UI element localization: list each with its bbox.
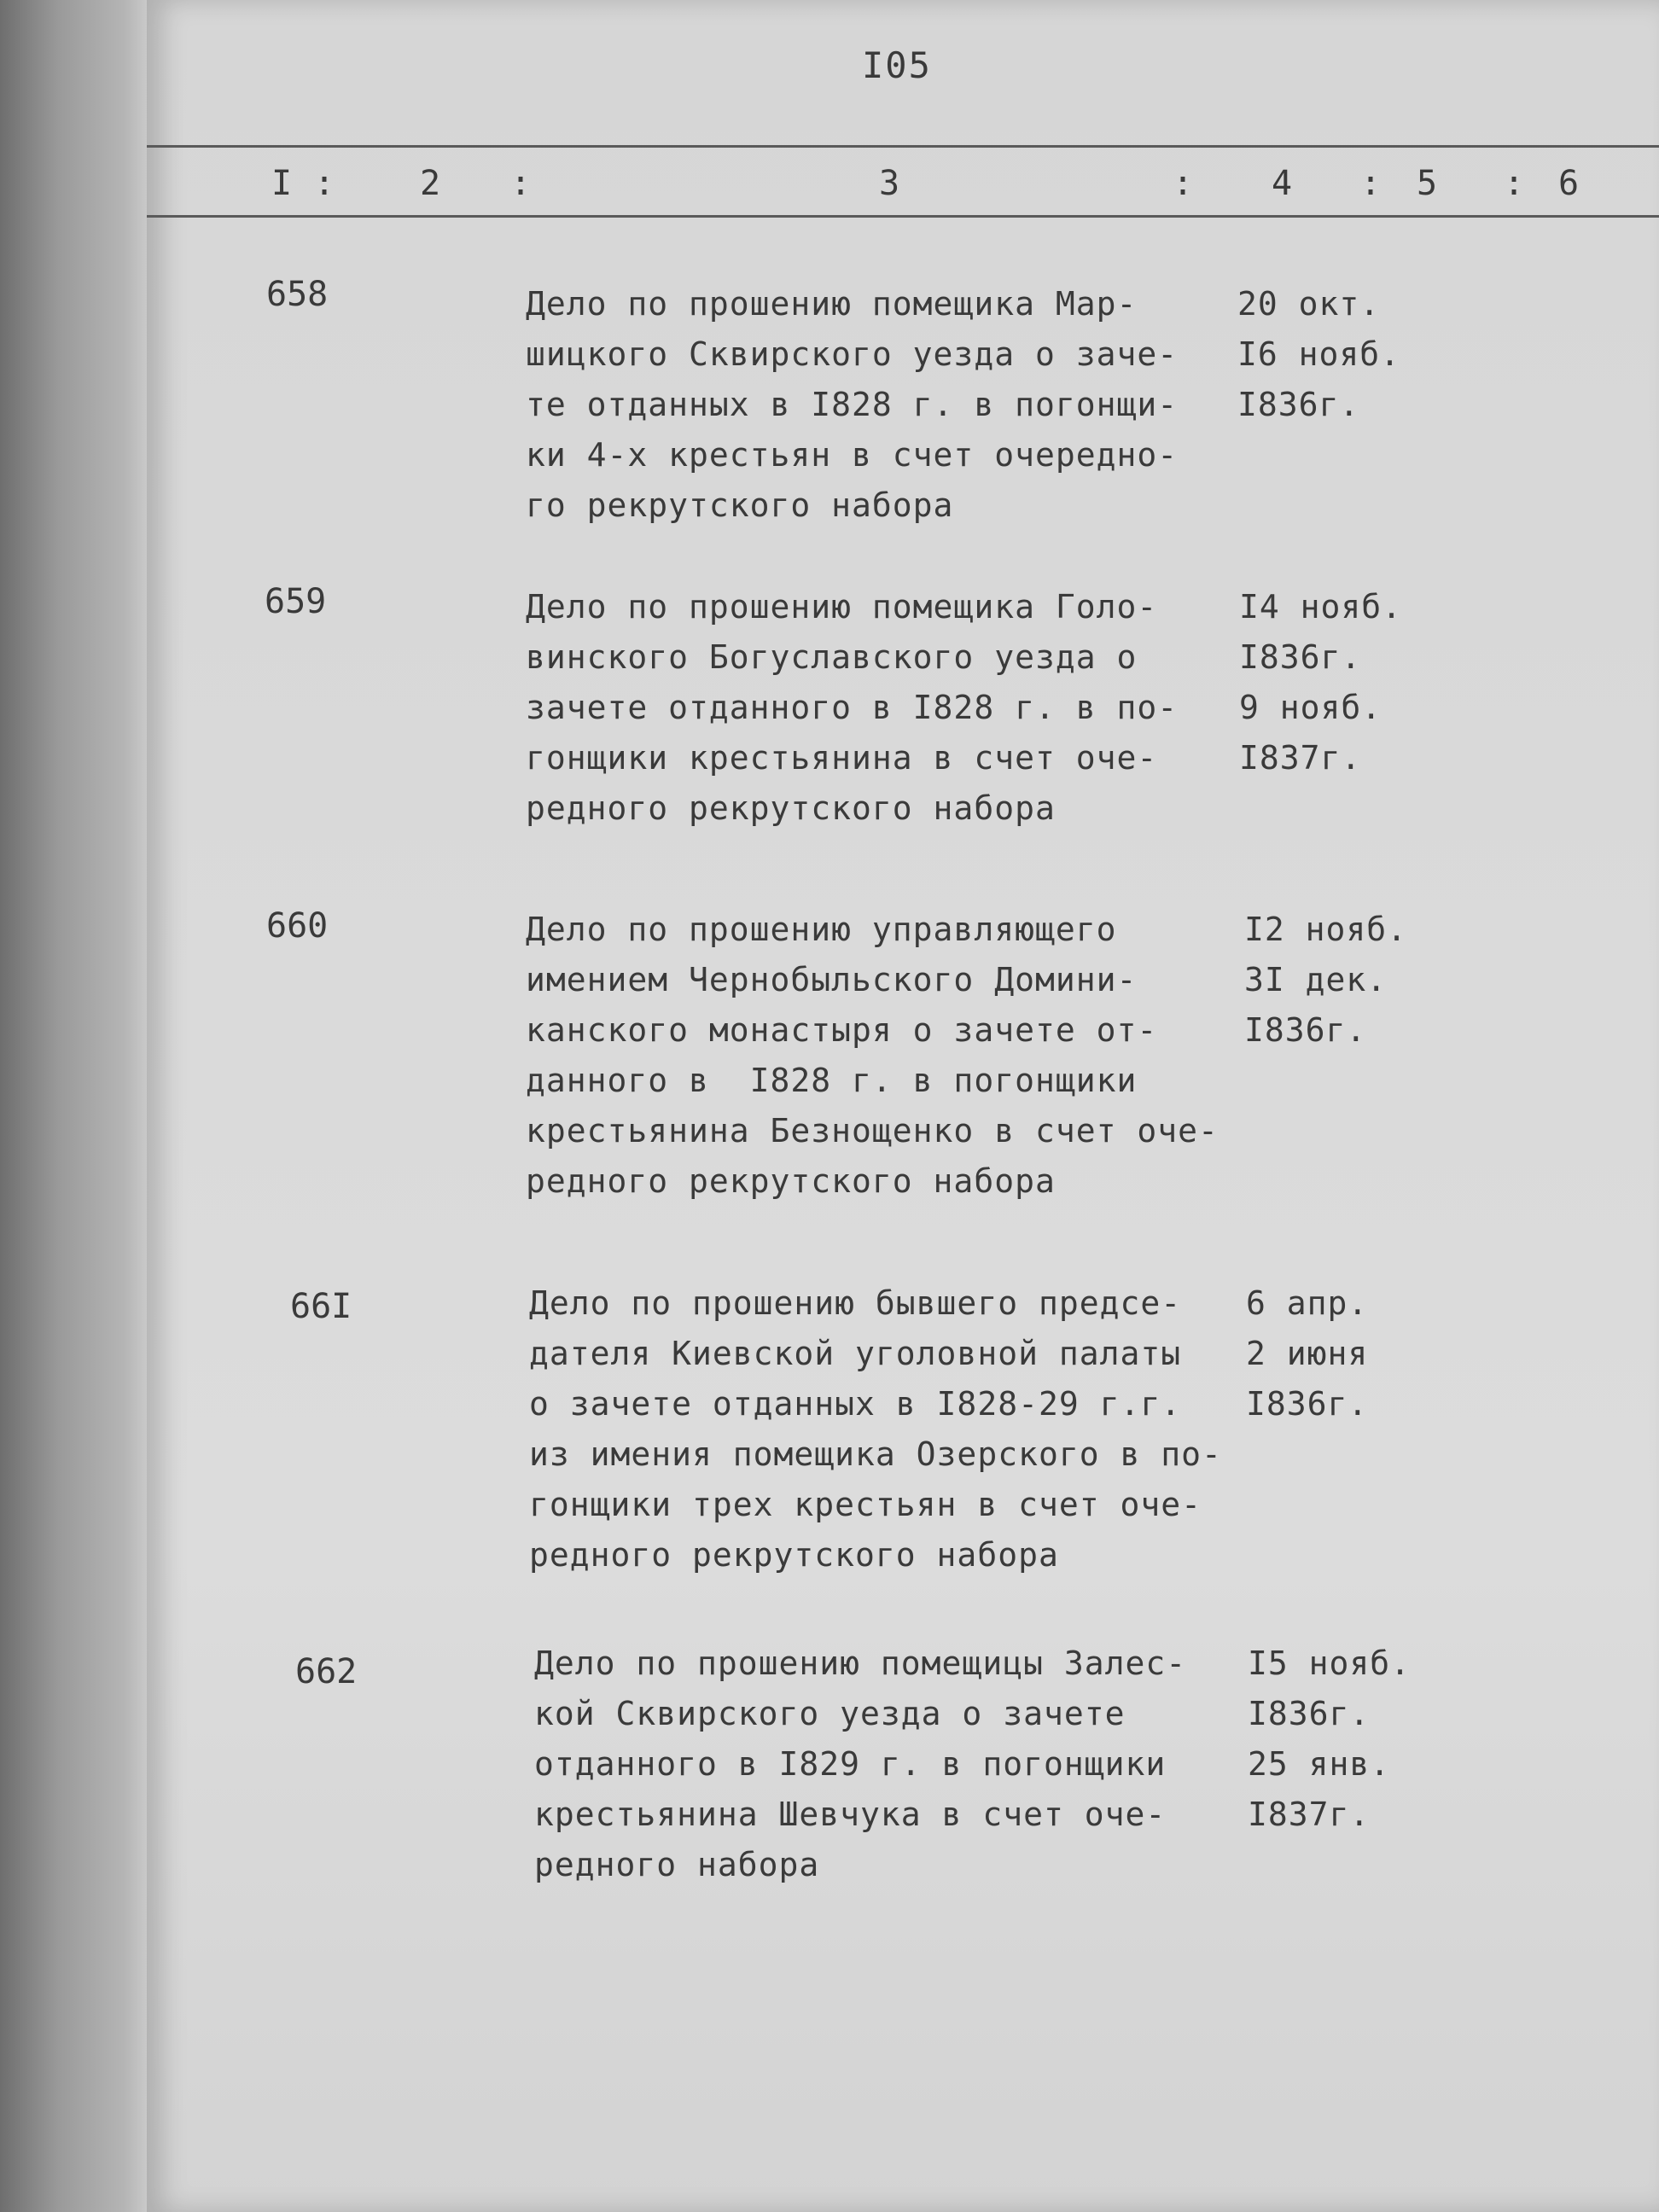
entry-number: 658: [266, 275, 329, 314]
page-number: I05: [862, 44, 932, 86]
entry-dates: I4 нояб. I836г. 9 нояб. I837г.: [1239, 588, 1403, 777]
entry-number: 660: [266, 906, 329, 946]
column-separator: :: [1360, 164, 1382, 203]
column-number-4: 4: [1272, 164, 1293, 203]
entry-description: Дело по прошению помещика Голо- винского Богуславского уезда о зачете отданного в I828 г. в по- гонщики крестьянина в счет оче- редного рекрутского набора: [526, 588, 1179, 827]
entry-number: 662: [295, 1652, 358, 1691]
entry-dates: I2 нояб. 3I дек. I836г.: [1244, 911, 1408, 1049]
header-rule-bottom: [147, 215, 1659, 218]
entry-description: Дело по прошению бывшего предсе- дателя Киевской уголовной палаты о зачете отданных в I828-29 г.г. из имения помещика Озерского в по- гонщики трех крестьян в счет оче- редного рекрутского набора: [529, 1284, 1222, 1574]
entry-description: Дело по прошению управляющего имением Чернобыльского Домини- канского монастыря о зачете от- данного в I828 г. в погонщики крестьянина Безнощенко в счет оче- редного рекрутского набора: [526, 911, 1219, 1200]
column-number-6: 6: [1558, 164, 1580, 203]
entry-dates: I5 нояб. I836г. 25 янв. I837г.: [1248, 1644, 1412, 1833]
entry-number: 66I: [290, 1287, 352, 1326]
column-separator: :: [510, 164, 532, 203]
entry-number: 659: [265, 582, 327, 621]
entry-dates: 6 апр. 2 июня I836г.: [1246, 1284, 1369, 1423]
entry-description: Дело по прошению помещика Мар- шицкого Сквирского уезда о заче- те отданных в I828 г. в погонщи- ки 4-х крестьян в счет очередно- го рекрутского набора: [526, 285, 1179, 524]
header-rule-top: [147, 145, 1659, 148]
book-binding-shadow: [0, 0, 147, 2212]
column-separator: :: [314, 164, 335, 203]
column-number-1: I: [271, 164, 293, 203]
column-number-3: 3: [879, 164, 900, 203]
column-number-5: 5: [1417, 164, 1438, 203]
column-number-2: 2: [420, 164, 441, 203]
entry-description: Дело по прошению помещицы Залес- кой Сквирского уезда о зачете отданного в I829 г. в погонщики крестьянина Шевчука в счет оче- редного набора: [534, 1644, 1187, 1883]
entry-dates: 20 окт. I6 нояб. I836г.: [1237, 285, 1401, 423]
column-separator: :: [1173, 164, 1194, 203]
column-separator: :: [1504, 164, 1525, 203]
